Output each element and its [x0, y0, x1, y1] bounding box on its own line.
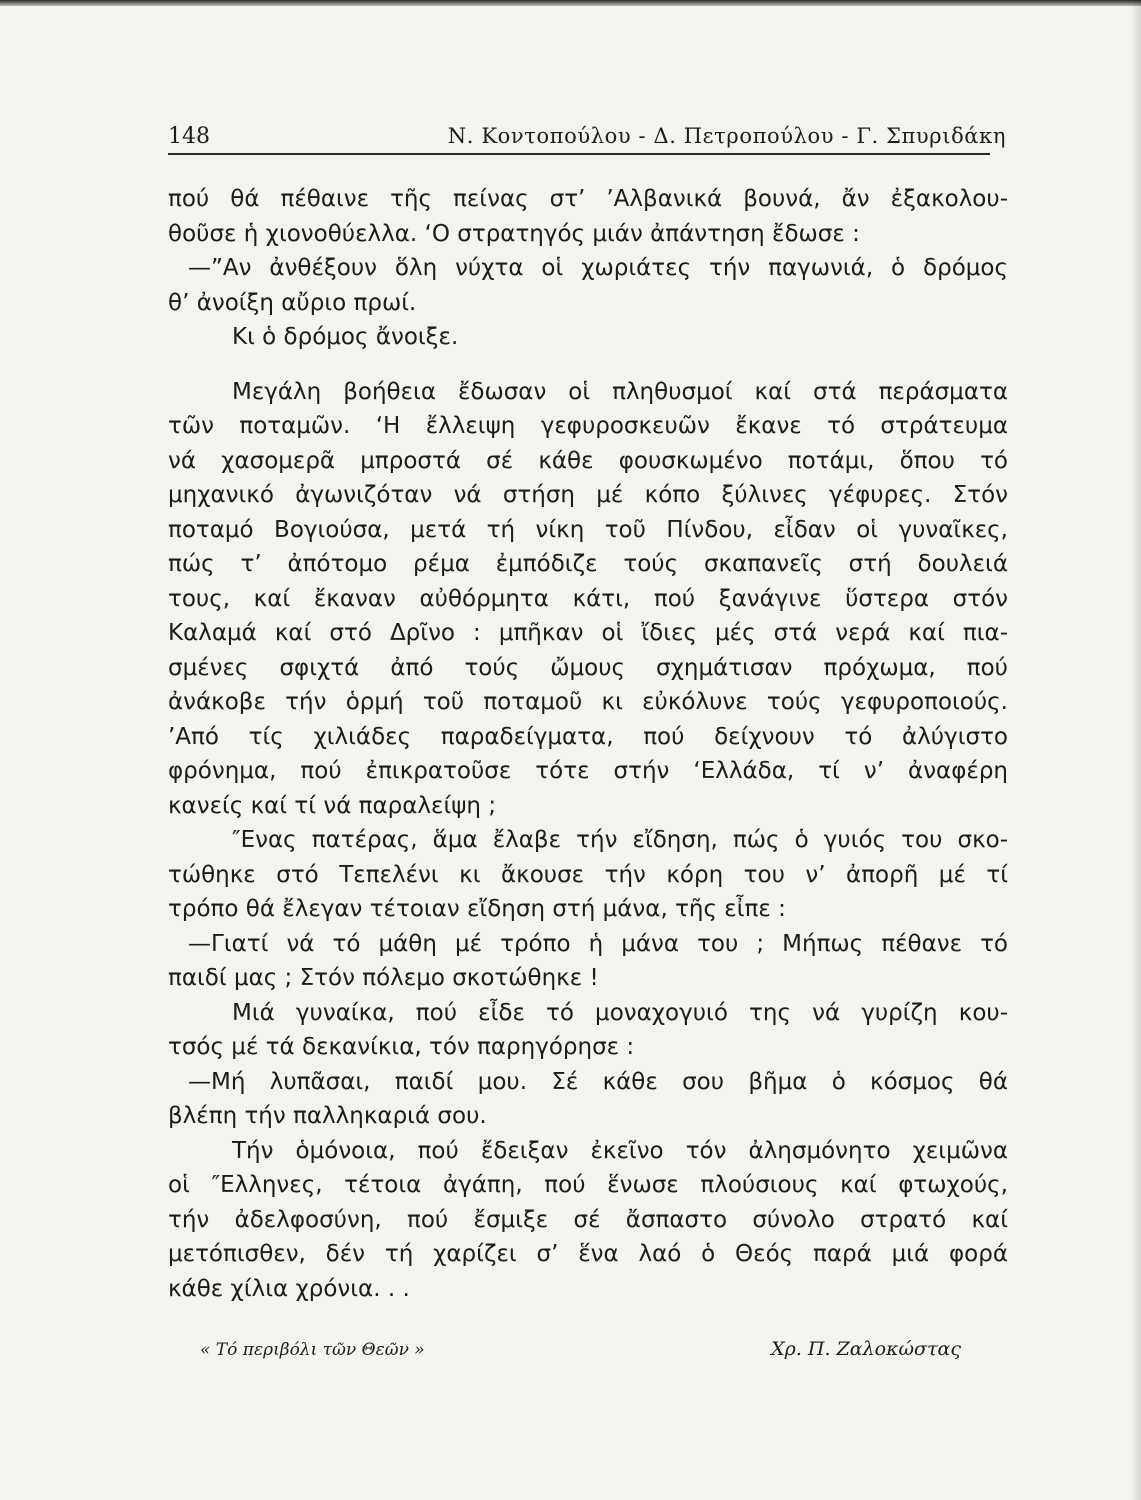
author-attribution: Χρ. Π. Ζαλοκώστας [771, 1338, 961, 1360]
text-line: πώς τ’ ἀπότομο ρέμα ἐμπόδιζε τούς σκαπανεῖς στή δουλειά [168, 551, 1008, 577]
text-line: κανείς καί τί νά παραλείψη ; [168, 792, 497, 819]
paragraph-start: Μεγάλη βοήθεια ἔδωσαν οἱ πληθυσμοί καί στά περάσματα [232, 378, 1008, 405]
dialogue-line: —”Αν ἀνθέξουν ὅλη νύχτα οἱ χωριάτες τήν παγωνιά, ὁ δρόμος [188, 255, 1008, 281]
text-line: θοῦσε ἡ χιονοθύελλα. ‘Ο στρατηγός μιάν ἀπάντηση ἔδωσε : [168, 220, 860, 247]
text-line: νά χασομερᾶ μπροστά σέ κάθε φουσκωμένο ποτάμι, ὅπου τό [168, 447, 1008, 474]
page-header [168, 120, 1006, 154]
text-line: θ’ ἀνοίξη αὔριο πρωί. [168, 289, 417, 316]
text-line: κάθε χίλια χρόνια. . . [168, 1275, 410, 1302]
page-number: 148 [168, 124, 210, 149]
text-line: τσός μέ τά δεκανίκια, τόν παρηγόρησε : [168, 1034, 635, 1060]
text-line: μηχανικό ἀγωνιζόταν νά στήση μέ κόπο ξύλινες γέφυρες. Στόν [168, 482, 1008, 508]
page-spine-shadow [1131, 0, 1141, 1500]
text-line: ἀνάκοβε τήν ὁρμή τοῦ ποταμοῦ κι εὐκόλυνε τούς γεφυροποιούς. [168, 689, 1008, 715]
text-line: φρόνημα, πού ἐπικρατοῦσε τότε στήν ‘Ελλάδα, τί ν’ ἀναφέρη [168, 758, 1008, 784]
text-line: πού θά πέθαινε τῆς πείνας στ’ ’Αλβανικά βουνά, ἄν ἐξακολου- [168, 186, 1008, 212]
text-line: Καλαμά καί στό Δρῖνο : μπῆκαν οἱ ἴδιες μές στά νερά καί πια- [168, 620, 1008, 646]
source-citation: « Τό περιβόλι τῶν Θεῶν » [200, 1340, 425, 1360]
text-line: τῶν ποταμῶν. ‘Η ἔλλειψη γεφυροσκευῶν ἔκανε τό στράτευμα [168, 413, 1008, 439]
header-rule [168, 153, 990, 155]
dialogue-line: —Γιατί νά τό μάθη μέ τρόπο ἡ μάνα του ; Μήπως πέθανε τό [188, 930, 1008, 957]
running-head: Ν. Κοντοπούλου - Δ. Πετροπούλου - Γ. Σπυριδάκη [447, 124, 1006, 148]
paragraph-gap [168, 355, 1008, 375]
text-line: οἱ ″Ελληνες, τέτοια ἀγάπη, πού ἕνωσε πλούσιους καί φτωχούς, [168, 1172, 1008, 1198]
text-line: ποταμό Βογιούσα, μετά τή νίκη τοῦ Πίνδου, εἶδαν οἱ γυναῖκες, [168, 516, 1008, 543]
text-line: βλέπη τήν παλληκαριά σου. [168, 1103, 487, 1129]
text-line: ’Από τίς χιλιάδες παραδείγματα, πού δείχνουν τό ἀλύγιστο [168, 723, 1008, 750]
text-line: σμένες σφιχτά ἀπό τούς ὤμους σχημάτισαν πρόχωμα, πού [168, 654, 1008, 681]
text-line: τους, καί ἔκαναν αὐθόρμητα κάτι, πού ξανάγινε ὕστερα στόν [168, 585, 1008, 612]
page-top-edge [0, 0, 1141, 6]
paragraph-start: ″Ενας πατέρας, ἅμα ἔλαβε τήν εἴδηση, πώς ὁ γυιός του σκο- [232, 827, 1008, 853]
text-line: παιδί μας ; Στόν πόλεμο σκοτώθηκε ! [168, 965, 599, 991]
text-line: τήν ἀδελφοσύνη, πού ἔσμιξε σέ ἄσπαστο σύνολο στρατό καί [168, 1206, 1008, 1233]
body-text [168, 182, 1008, 1306]
dialogue-line: —Μή λυπᾶσαι, παιδί μου. Σέ κάθε σου βῆμα ὁ κόσμος θά [188, 1068, 1008, 1095]
text-line: τρόπο θά ἔλεγαν τέτοιαν εἴδηση στή μάνα, τῆς εἶπε : [168, 896, 786, 922]
text-line: Κι ὁ δρόμος ἄνοιξε. [232, 324, 459, 350]
paragraph-start: Μιά γυναίκα, πού εἶδε τό μοναχογυιό της νά γυρίζη κου- [232, 999, 1008, 1026]
paragraph-start: Τήν ὁμόνοια, πού ἔδειξαν ἐκεῖνο τόν ἀλησμόνητο χειμῶνα [232, 1137, 1008, 1164]
text-line: τώθηκε στό Τεπελένι κι ἄκουσε τήν κόρη του ν’ ἀπορῆ μέ τί [168, 861, 1008, 888]
text-line: μετόπισθεν, δέν τή χαρίζει σ’ ἕνα λαό ὁ Θεός παρά μιά φορά [168, 1241, 1008, 1267]
